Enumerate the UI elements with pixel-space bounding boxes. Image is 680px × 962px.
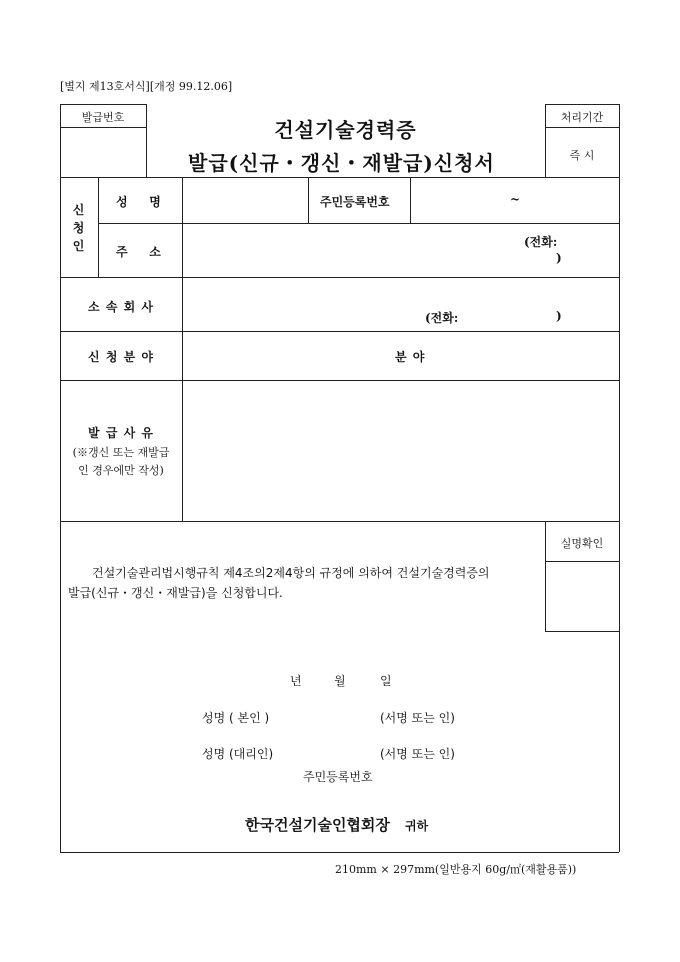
identity-verification-box[interactable] (546, 562, 619, 631)
self-name-label: 성명 ( 본인 ) (202, 711, 270, 725)
addressee: 한국건설기술인협회장 (245, 816, 390, 834)
address-phone-label: (전화: (524, 235, 558, 249)
address-phone-close: ) (556, 251, 563, 265)
rule (60, 521, 619, 522)
company-phone-label: (전화: (425, 311, 459, 325)
issue-reason-note-1: (※갱신 또는 재발급 (72, 446, 170, 459)
date-month-label: 월 (334, 674, 346, 688)
processing-period-label: 처리기간 (560, 111, 604, 124)
issue-reason-label: 발 급 사 유 (88, 426, 154, 440)
rule (619, 104, 620, 852)
field-value-label: 분 야 (395, 350, 426, 364)
company-field[interactable] (183, 278, 619, 331)
rule (60, 852, 619, 853)
issue-reason-note-2: 인 경우에만 작성) (78, 464, 164, 477)
name-label: 성 명 (116, 195, 162, 209)
agent-resident-number-label: 주민등록번호 (303, 770, 373, 784)
resident-number-separator: ~ (510, 192, 522, 206)
agent-signature-label: (서명 또는 인) (380, 747, 455, 761)
name-field[interactable] (183, 178, 308, 223)
resident-number-label: 주민등록번호 (320, 195, 390, 209)
issue-number-label: 발급번호 (81, 111, 125, 124)
issue-reason-field[interactable] (183, 381, 619, 521)
rule (98, 177, 99, 277)
date-year-label: 년 (290, 674, 302, 688)
applicant-label-char-3: 인 (72, 239, 86, 253)
rule (545, 127, 619, 128)
applicant-label-char-1: 신 (72, 203, 86, 217)
self-signature-label: (서명 또는 인) (380, 711, 455, 725)
form-reference: [별지 제13호서식][개정 99.12.06] (60, 80, 233, 93)
identity-verification-label: 실명확인 (560, 537, 604, 550)
addressee-suffix: 귀하 (405, 819, 429, 833)
declaration-text-2: 발급(신규・갱신・재발급)을 신청합니다. (68, 586, 283, 600)
address-label: 주 소 (116, 245, 162, 259)
company-label: 소 속 회 사 (88, 300, 154, 314)
processing-period-value: 즉 시 (569, 149, 595, 162)
applicant-label-char-2: 청 (72, 221, 86, 235)
rule (545, 631, 619, 632)
declaration-text-1: 건설기술관리법시행규칙 제4조의2제4항의 규정에 의하여 건설기술경력증의 (92, 566, 490, 580)
form-title-line1: 건설기술경력증 (274, 118, 417, 142)
paper-spec-footer: 210mm × 297mm(일반용지 60g/㎡(재활용품)) (335, 863, 577, 876)
company-phone-close: ) (556, 309, 563, 323)
agent-name-label: 성명 (대리인) (202, 747, 274, 761)
date-day-label: 일 (380, 674, 392, 688)
address-field[interactable] (183, 224, 619, 277)
issue-number-field[interactable] (61, 128, 146, 177)
rule (545, 104, 619, 105)
rule (60, 104, 146, 105)
application-field-label: 신 청 분 야 (88, 350, 154, 364)
form-title-line2: 발급(신규・갱신・재발급)신청서 (188, 151, 495, 175)
rule (308, 177, 309, 223)
